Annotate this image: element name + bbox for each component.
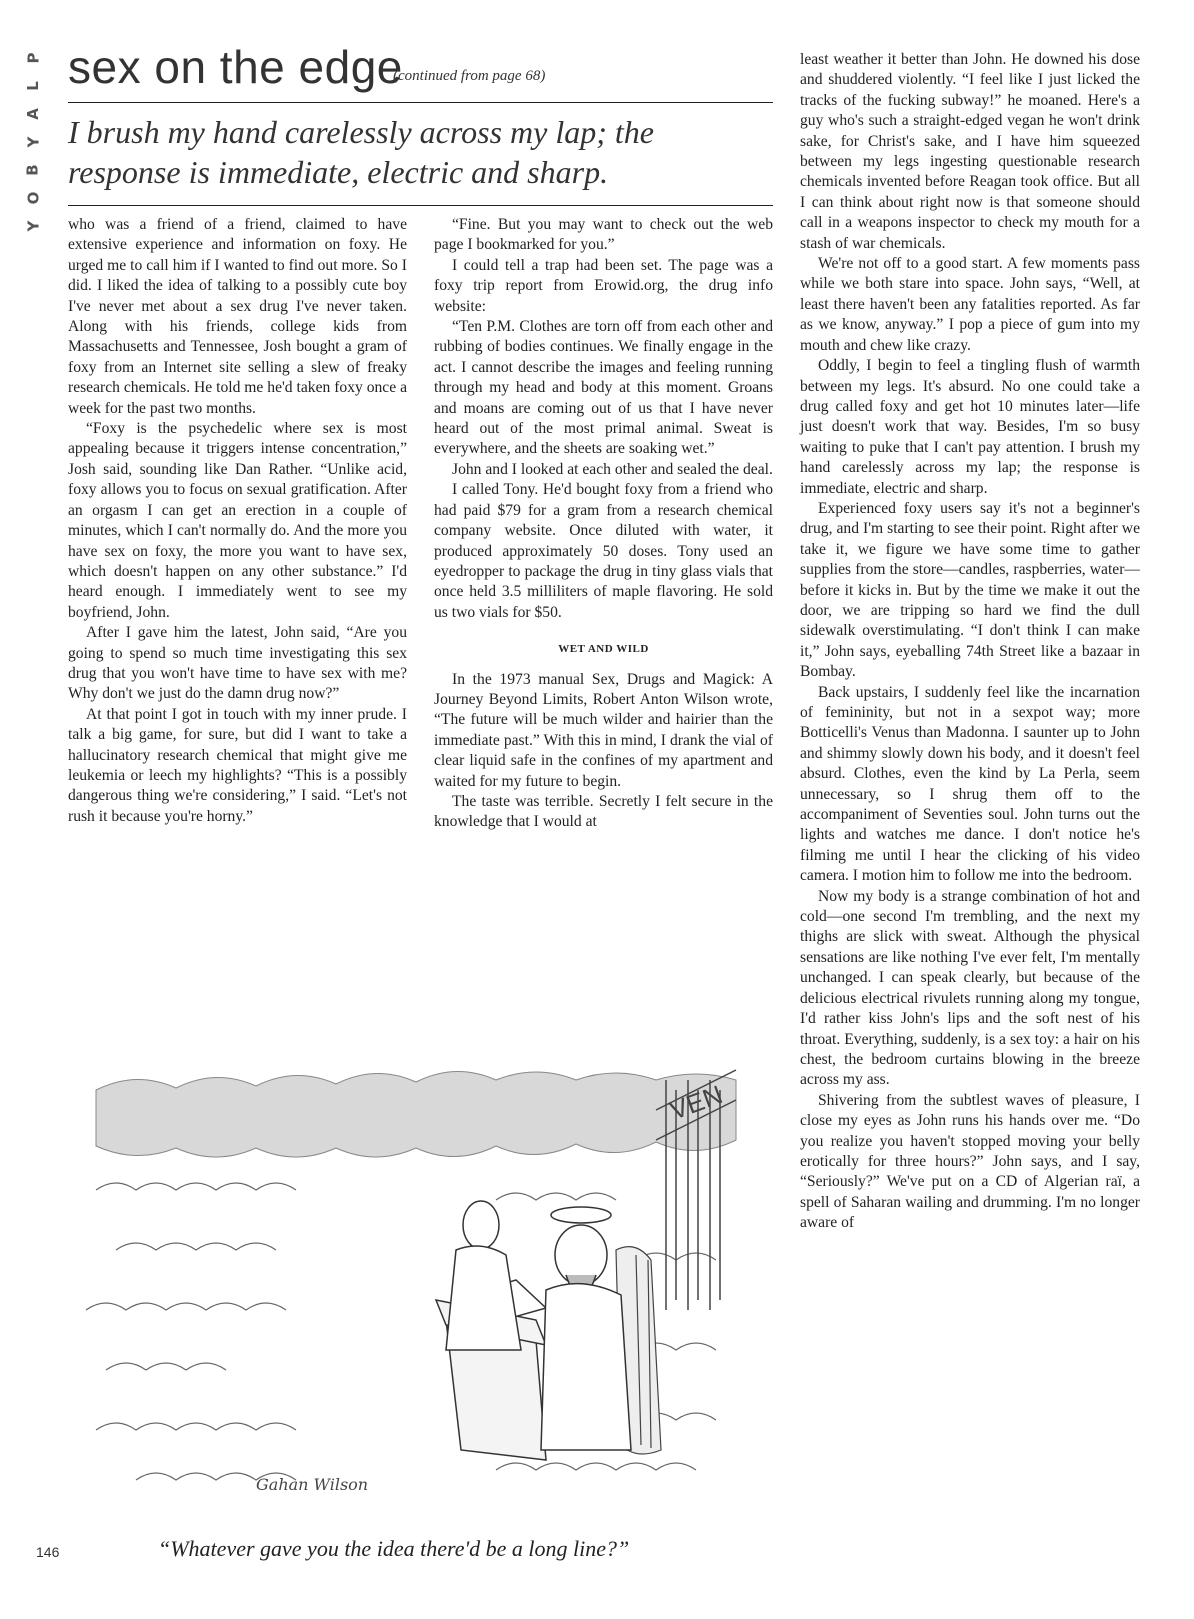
cartoon-caption: “Whatever gave you the idea there'd be a long line?” (158, 1536, 630, 1561)
text-column-2 (434, 215, 773, 833)
paragraph: “Ten P.M. Clothes are torn off from each other and rubbing of bodies continues. We finally engage in the act. I cannot describe the images and feeling running through my head and body at this moment. Groans and moans are coming out of us that I have never heard out of the most primal animal. Sweat is everywhere, and the sheets are soaking wet.” (434, 318, 773, 458)
paragraph: Experienced foxy users say it's not a beginner's drug, and I'm starting to see their point. Right after we take it, we figure we have some time to gather supplies from the store—candles, raspberries, water—before it kicks in. But by the time we make it out the door, we are tripping so hard we find the dull sidewalk overstimulating. “I don't think I can make it,” John says, eyeballing 74th Street like a bazaar in Bombay. (800, 499, 1140, 681)
sidebar-letter: L (24, 81, 42, 91)
paragraph: Now my body is a strange combination of hot and cold—one second I'm trembling, and the next my thighs are slick with sweat. Although the physical sensations are like nothing I've ever felt, I'm mentally unchanged. I can speak clearly, but because of the delicious electrical rivulets running along my tongue, I'd rather kiss John's lips and the soft nest of his throat. Everything, suddenly, is a sex toy: a hair on his chest, the bedroom curtains blowing in the breeze across my ass. (800, 887, 1140, 1089)
continued-note: (continued from page 68) (393, 68, 546, 84)
sidebar-letter: Y (24, 220, 42, 232)
text-column-1 (68, 215, 407, 827)
article-header (68, 40, 773, 103)
paragraph: In the 1973 manual Sex, Drugs and Magick: A Journey Beyond Limits, Robert Anton Wilson wrote, “The future will be much wilder and hairier than the immediate past.” With this in mind, I drank the vial of clear liquid safe in the confines of my apartment and waited for my future to begin. (434, 670, 773, 790)
sidebar-letter: A (23, 108, 42, 120)
cloud-band (96, 1071, 736, 1157)
saint-peter (541, 1207, 631, 1450)
paragraph: Shivering from the subtlest waves of pleasure, I close my eyes as John runs his hands over me. “Do you realize you haven't stopped moving your belly erotically for three hours?” John says, and I say, “Seriously?” We've put on a CD of Algerian raï, a spell of Saharan wailing and drumming. I'm no longer aware of (800, 1091, 1140, 1232)
young-angel (446, 1201, 521, 1350)
text-column-3 (800, 50, 1140, 1234)
paragraph: who was a friend of a friend, claimed to have extensive experience and information on foxy. He urged me to call him if I wanted to find out more. So I did. I liked the idea of talking to a possibly cute boy I've never met about a sex drug I've never taken. Along with his friends, college kids from Massachusetts and Tennessee, Josh bought a gram of foxy from an Internet site selling a slew of freaky research chemicals. He told me he'd taken foxy once a week for the past two months. (68, 216, 407, 417)
paragraph: Oddly, I begin to feel a tingling flush of warmth between my legs. It's absurd. No one could take a drug called foxy and get hot 10 minutes later—life just doesn't work that way. Besides, I'm so busy waiting to puke that I can't pay attention. I brush my hand carelessly across my lap; the response is immediate, electric and sharp. (800, 357, 1140, 497)
sidebar-letter: Y (24, 136, 42, 148)
gate-sign: VEN (665, 1079, 727, 1126)
paragraph: We're not off to a good start. A few moments pass while we both stare into space. John says, “Well, at least there haven't been any fatalities reported. As far as we know, anyway.” I pop a piece of gum into my mouth and chew like crazy. (800, 255, 1140, 354)
article-deck: I brush my hand carelessly across my lap; the response is immediate, electric and sharp. (68, 114, 654, 190)
sidebar-letter: O (23, 191, 42, 205)
header-divider (68, 205, 773, 206)
paragraph: John and I looked at each other and sealed the deal. (452, 460, 773, 478)
paragraph: “Foxy is the psychedelic where sex is most appealing because it triggers intense concentration,” Josh said, sounding like Dan Rather. “Unlike acid, foxy allows you to focus on sexual gratification. After an orgasm I can get an erection in a couple of minutes, which I can't normally do. And the more you have sex on foxy, the more you want to have sex, which doesn't happen on any other substance.” I'd heard enough. I immediately went to see my boyfriend, John. (68, 420, 407, 621)
paragraph: I could tell a trap had been set. The page was a foxy trip report from Erowid.org, the drug info website: (434, 256, 773, 315)
sidebar-letter: B (24, 164, 42, 176)
paragraph: least weather it better than John. He downed his dose and shuddered violently. “I feel like I just licked the tracks of the fucking subway!” he moaned. Here's a guy who's such a straight-edged vegan he won't drink sake, for Christ's sake, and I have him squeezed between my legs ingesting questionable research chemicals invented before Reagan took office. But all I can think about right now is that someone should call in a weapons inspector to check my mouth for a stash of war chemicals. (800, 51, 1140, 252)
paragraph: Back upstairs, I suddenly feel like the incarnation of femininity, but not in a sexpot way; more Botticelli's Venus than Madonna. I saunter up to John and shimmy slowly down his body, and it doesn't feel absurd. Clothes, even the kind by La Perla, seem unnecessary, so I shrug them off to the accompaniment of Seventies soul. John turns out the lights and watches me dance. I don't notice he's filming me until I hear the clicking of his video camera. I motion him to follow me into the bedroom. (800, 683, 1140, 885)
paragraph: The taste was terrible. Secretly I felt secure in the knowledge that I would at (434, 792, 773, 831)
cartoon-illustration (76, 1050, 766, 1520)
artist-signature: Gahan Wilson (256, 1475, 369, 1494)
article-title: sex on the edge (68, 41, 403, 93)
page-number: 146 (36, 1544, 60, 1560)
sidebar-letter: P (24, 52, 42, 64)
paragraph: At that point I got in touch with my inner prude. I talk a big game, for sure, but did I want to take a hallucinatory research chemical that might give me leukemia or leech my highlights? “This is a possibly dangerous thing we're considering,” I said. “Let's not rush it because you're horny.” (68, 705, 407, 825)
paragraph: “Fine. But you may want to check out the web page I bookmarked for you.” (434, 216, 773, 254)
section-subhead: WET AND WILD (558, 643, 649, 656)
magazine-sidebar-logo (22, 46, 44, 238)
paragraph: After I gave him the latest, John said, “Are you going to spend so much time investigating this sex drug that you won't have time to have sex with me? Why don't we just do the damn drug now?” (68, 624, 407, 703)
paragraph: I called Tony. He'd bought foxy from a friend who had paid $79 for a gram from a research chemical company website. Once diluted with water, it produced approximately 50 doses. Tony used an eyedropper to package the drug in tiny glass vials that once held 3.5 milliliters of maple flavoring. He sold us two vials for $50. (434, 481, 773, 621)
